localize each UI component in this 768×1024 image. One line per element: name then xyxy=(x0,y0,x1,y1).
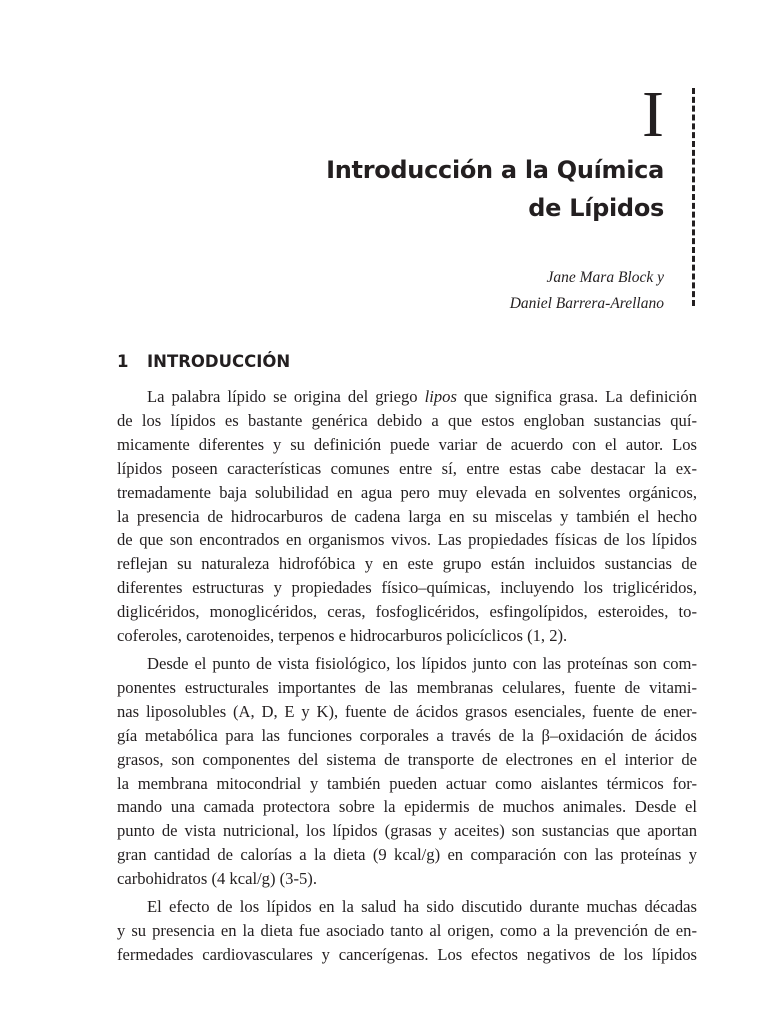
text-line: fermedades cardiovasculares y cancerígenas. Los efectos negativos de los lípidos xyxy=(117,944,697,964)
text-line: reflejan su naturaleza hidrofóbica y en este grupo están incluidos sustancias de xyxy=(117,554,697,574)
text-line: grasos, son componentes del sistema de transporte de electrones en el interior de xyxy=(117,749,697,769)
text-line: de que son encontrados en organismos vivos. Las propiedades físicas de los lípidos xyxy=(117,530,697,550)
text-line: tremadamente baja solubilidad en agua pero muy elevada en solventes orgánicos, xyxy=(117,482,697,502)
chapter-title-line: de Lípidos xyxy=(528,194,664,222)
text-line: lípidos poseen características comunes entre sí, entre estas cabe destacar la ex- xyxy=(117,458,697,478)
text-line xyxy=(117,385,697,409)
text-line: nas liposolubles (A, D, E y K), fuente de ácidos grasos esenciales, fuente de ener- xyxy=(117,701,697,721)
chapter-title-line: Introducción a la Química xyxy=(326,156,664,184)
text-line: punto de vista nutricional, los lípidos (grasas y aceites) son sustancias que aportan xyxy=(117,821,697,841)
body-text xyxy=(117,385,697,971)
text-line: la membrana mitocondrial y también pueden actuar como aislantes térmicos for- xyxy=(117,773,697,793)
section-heading xyxy=(117,350,290,374)
text-run: que significa grasa. La definición xyxy=(456,387,697,406)
paragraph-3 xyxy=(117,895,697,967)
chapter-dashed-rule xyxy=(692,88,695,306)
text-run: La palabra lípido se origina del griego xyxy=(147,387,425,406)
text-line: y su presencia en la dieta fue asociado tanto al origen, como a la prevención de en- xyxy=(117,920,697,940)
chapter-number: I xyxy=(642,78,664,151)
text-line: la presencia de hidrocarburos de cadena larga en su miscelas y también el hecho xyxy=(117,506,697,526)
text-line: micamente diferentes y su definición puede variar de acuerdo con el autor. Los xyxy=(117,434,697,454)
text-line: El efecto de los lípidos en la salud ha sido discutido durante muchas décadas xyxy=(147,897,697,917)
paragraph-1 xyxy=(117,385,697,648)
text-line: carbohidratos (4 kcal/g) (3-5). xyxy=(117,869,317,889)
text-line: mando una camada protectora sobre la epidermis de muchos animales. Desde el xyxy=(117,797,697,817)
author-line: Daniel Barrera-Arellano xyxy=(509,295,664,312)
text-line: coferoles, carotenoides, terpenos e hidrocarburos policíclicos (1, 2). xyxy=(117,626,568,646)
section-title: INTRODUCCIÓN xyxy=(147,352,291,371)
text-line: diglicéridos, monoglicéridos, ceras, fosfoglicéridos, esfingolípidos, esteroides, to- xyxy=(117,602,697,622)
section-number: 1 xyxy=(117,352,129,371)
text-run-italic: lipos xyxy=(424,387,457,406)
author-line: Jane Mara Block y xyxy=(546,269,664,286)
text-line: Desde el punto de vista fisiológico, los lípidos junto con las proteínas son com- xyxy=(147,653,697,673)
text-line: ponentes estructurales importantes de las membranas celulares, fuente de vitami- xyxy=(117,677,697,697)
text-line: diferentes estructuras y propiedades físico–químicas, incluyendo los triglicéridos, xyxy=(117,578,697,598)
chapter-authors xyxy=(244,265,664,317)
text-line: de los lípidos es bastante genérica debido a que estos engloban sustancias quí- xyxy=(117,410,697,430)
text-line: gía metabólica para las funciones corporales a través de la β–oxidación de ácidos xyxy=(117,725,697,745)
text-line: gran cantidad de calorías a la dieta (9 kcal/g) en comparación con las proteínas y xyxy=(117,845,697,865)
chapter-title xyxy=(244,151,664,227)
paragraph-2 xyxy=(117,652,697,891)
